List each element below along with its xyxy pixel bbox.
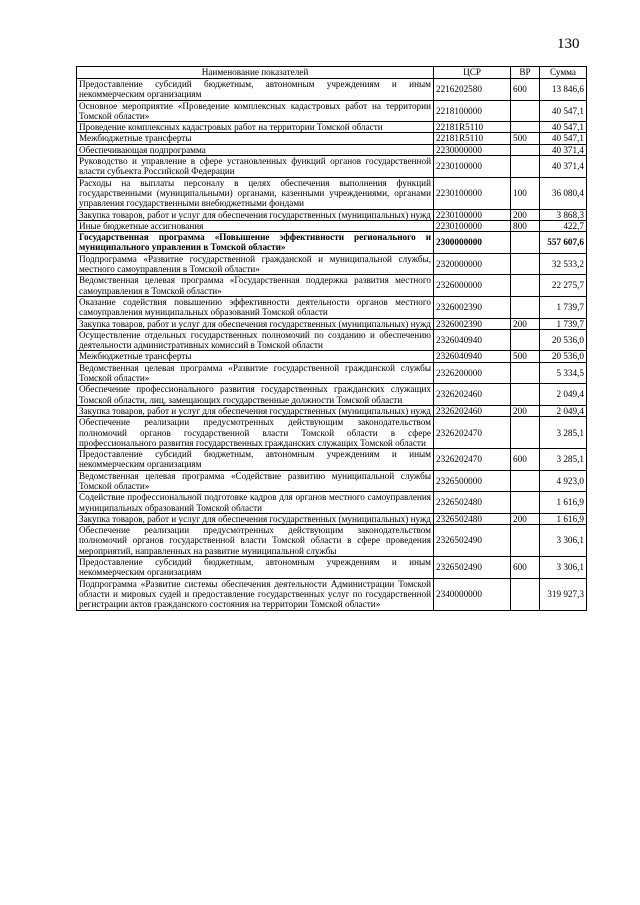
row-vr-cell: 100: [511, 177, 540, 209]
table-row: [77, 351, 587, 362]
row-name-cell: Межбюджетные трансферты: [77, 351, 434, 362]
row-code-cell: 2326202470: [434, 417, 511, 449]
table-body: [77, 79, 587, 611]
row-vr-cell: 600: [511, 449, 540, 471]
row-vr-cell: [511, 275, 540, 297]
row-name-cell: Обеспечение реализации предусмотренных действующим законодательством полномочий органов государственной власти Томской области в сфере профессионального развития государственных гражданских служащих Томской области: [77, 417, 434, 449]
table-row: [77, 275, 587, 297]
row-name-cell: Государственная программа «Повышение эффективности регионального и муниципального управления в Томской области»: [77, 232, 434, 254]
row-vr-cell: [511, 492, 540, 514]
table-row: [77, 362, 587, 384]
header-vr: ВР: [511, 67, 540, 79]
row-code-cell: 2326000000: [434, 275, 511, 297]
row-code-cell: 2326200000: [434, 362, 511, 384]
row-sum-cell: 1 616,9: [540, 513, 587, 524]
row-name-cell: Содействие профессиональной подготовке кадров для органов местного самоуправления муниципальных образований Томской области: [77, 492, 434, 514]
table-row: [77, 133, 587, 144]
row-name-cell: Оказание содействия повышению эффективности деятельности органов местного самоуправления муниципальных образований Томской области: [77, 296, 434, 318]
table-row: [77, 79, 587, 101]
table-row: [77, 578, 587, 610]
row-sum-cell: 22 275,7: [540, 275, 587, 297]
row-name-cell: Руководство и управление в сфере установленных функций органов государственной власти субъекта Российской Федерации: [77, 156, 434, 178]
table-row: [77, 405, 587, 416]
row-vr-cell: 200: [511, 209, 540, 220]
row-name-cell: Предоставление субсидий бюджетным, автономным учреждениям и иным некоммерческим организациям: [77, 449, 434, 471]
row-vr-cell: [511, 384, 540, 406]
row-code-cell: 2216202580: [434, 79, 511, 101]
row-sum-cell: 557 607,6: [540, 232, 587, 254]
row-name-cell: Обеспечение реализации предусмотренных действующим законодательством полномочий органов государственной власти Томской области в сфере проведения мероприятий, направленных на развитие муниципальной службы: [77, 525, 434, 557]
table-row: [77, 156, 587, 178]
row-sum-cell: 13 846,6: [540, 79, 587, 101]
row-name-cell: Ведомственная целевая программа «Развитие государственной гражданской службы Томской области»: [77, 362, 434, 384]
table-row: [77, 296, 587, 318]
row-vr-cell: [511, 362, 540, 384]
row-name-cell: Расходы на выплаты персоналу в целях обеспечения выполнения функций государственными (муниципальными) органами, казенными учреждениями, органами управления государственными внебюджетными фондами: [77, 177, 434, 209]
row-sum-cell: 20 536,0: [540, 351, 587, 362]
row-name-cell: Подпрограмма «Развитие системы обеспечения деятельности Администрации Томской области и мировых судей и предоставление государственных услуг по государственной регистрации актов гражданского состояния на территории Томской области»: [77, 578, 434, 610]
row-vr-cell: [511, 253, 540, 275]
row-sum-cell: 40 547,1: [540, 133, 587, 144]
row-code-cell: 2326502490: [434, 557, 511, 579]
table-header-row: [77, 67, 587, 79]
row-code-cell: 2326502480: [434, 492, 511, 514]
row-vr-cell: [511, 232, 540, 254]
row-vr-cell: [511, 156, 540, 178]
budget-table: [76, 66, 587, 611]
row-sum-cell: 40 547,1: [540, 100, 587, 122]
row-code-cell: 2218100000: [434, 100, 511, 122]
row-vr-cell: [511, 296, 540, 318]
row-code-cell: 2230100000: [434, 177, 511, 209]
row-vr-cell: [511, 525, 540, 557]
row-sum-cell: 422,7: [540, 220, 587, 231]
row-sum-cell: 2 049,4: [540, 405, 587, 416]
row-code-cell: 2326002390: [434, 318, 511, 329]
row-code-cell: 2326040940: [434, 351, 511, 362]
row-sum-cell: 36 080,4: [540, 177, 587, 209]
row-vr-cell: 200: [511, 405, 540, 416]
table-row: [77, 329, 587, 351]
row-code-cell: 2326040940: [434, 329, 511, 351]
table-row: [77, 417, 587, 449]
row-vr-cell: 800: [511, 220, 540, 231]
row-vr-cell: [511, 122, 540, 133]
table-row: [77, 220, 587, 231]
row-sum-cell: 3 285,1: [540, 417, 587, 449]
row-sum-cell: 1 739,7: [540, 296, 587, 318]
row-name-cell: Обеспечивающая подпрограмма: [77, 144, 434, 155]
table-row: [77, 492, 587, 514]
row-code-cell: 2326502490: [434, 525, 511, 557]
row-sum-cell: 32 533,2: [540, 253, 587, 275]
table-row: [77, 318, 587, 329]
row-sum-cell: 3 285,1: [540, 449, 587, 471]
row-vr-cell: 600: [511, 557, 540, 579]
row-name-cell: Подпрограмма «Развитие государственной гражданской и муниципальной службы, местного самоуправления в Томской области»: [77, 253, 434, 275]
row-code-cell: 2230100000: [434, 220, 511, 231]
row-vr-cell: [511, 144, 540, 155]
row-name-cell: Закупка товаров, работ и услуг для обеспечения государственных (муниципальных) нужд: [77, 209, 434, 220]
header-sum: Сумма: [540, 67, 587, 79]
row-sum-cell: 3 868,3: [540, 209, 587, 220]
row-name-cell: Проведение комплексных кадастровых работ на территории Томской области: [77, 122, 434, 133]
header-code: ЦСР: [434, 67, 511, 79]
table-row: [77, 177, 587, 209]
header-name: Наименование показателей: [77, 67, 434, 79]
row-name-cell: Закупка товаров, работ и услуг для обеспечения государственных (муниципальных) нужд: [77, 513, 434, 524]
row-code-cell: 2326202470: [434, 449, 511, 471]
row-code-cell: 2300000000: [434, 232, 511, 254]
row-code-cell: 2320000000: [434, 253, 511, 275]
row-name-cell: Ведомственная целевая программа «Содействие развитию муниципальной службы Томской области»: [77, 470, 434, 492]
row-name-cell: Предоставление субсидий бюджетным, автономным учреждениям и иным некоммерческим организациям: [77, 557, 434, 579]
row-vr-cell: 200: [511, 318, 540, 329]
row-name-cell: Иные бюджетные ассигнования: [77, 220, 434, 231]
row-code-cell: 2326002390: [434, 296, 511, 318]
row-sum-cell: 4 923,0: [540, 470, 587, 492]
table-row: [77, 122, 587, 133]
row-code-cell: 2230100000: [434, 156, 511, 178]
row-vr-cell: 600: [511, 79, 540, 101]
row-name-cell: Предоставление субсидий бюджетным, автономным учреждениям и иным некоммерческим организациям: [77, 79, 434, 101]
row-name-cell: Закупка товаров, работ и услуг для обеспечения государственных (муниципальных) нужд: [77, 405, 434, 416]
row-vr-cell: [511, 100, 540, 122]
row-name-cell: Осуществление отдельных государственных полномочий по созданию и обеспечению деятельности административных комиссий в Томской области: [77, 329, 434, 351]
row-sum-cell: 20 536,0: [540, 329, 587, 351]
row-vr-cell: 500: [511, 351, 540, 362]
table-row: [77, 513, 587, 524]
table-row: [77, 384, 587, 406]
row-sum-cell: 1 739,7: [540, 318, 587, 329]
row-sum-cell: 1 616,9: [540, 492, 587, 514]
row-name-cell: Закупка товаров, работ и услуг для обеспечения государственных (муниципальных) нужд: [77, 318, 434, 329]
table-row: [77, 209, 587, 220]
page-number: 130: [557, 36, 580, 52]
table-row: [77, 144, 587, 155]
table-row: [77, 470, 587, 492]
row-code-cell: 2326502480: [434, 513, 511, 524]
row-name-cell: Основное мероприятие «Проведение комплексных кадастровых работ на территории Томской области»: [77, 100, 434, 122]
row-code-cell: 2230000000: [434, 144, 511, 155]
row-name-cell: Ведомственная целевая программа «Государственная поддержка развития местного самоуправления в Томской области»: [77, 275, 434, 297]
row-vr-cell: [511, 470, 540, 492]
table-row: [77, 253, 587, 275]
row-sum-cell: 40 371,4: [540, 156, 587, 178]
row-vr-cell: [511, 417, 540, 449]
row-sum-cell: 40 371,4: [540, 144, 587, 155]
table-row: [77, 525, 587, 557]
row-sum-cell: 5 334,5: [540, 362, 587, 384]
row-vr-cell: 200: [511, 513, 540, 524]
row-sum-cell: 319 927,3: [540, 578, 587, 610]
row-name-cell: Обеспечение профессионального развития государственных гражданских служащих Томской области, лиц, замещающих государственные должности Томской области: [77, 384, 434, 406]
row-code-cell: 2326500000: [434, 470, 511, 492]
table-row: [77, 100, 587, 122]
row-vr-cell: [511, 329, 540, 351]
row-vr-cell: [511, 578, 540, 610]
row-code-cell: 22181R5110: [434, 122, 511, 133]
row-name-cell: Межбюджетные трансферты: [77, 133, 434, 144]
row-code-cell: 22181R5110: [434, 133, 511, 144]
row-code-cell: 2326202460: [434, 384, 511, 406]
row-sum-cell: 3 306,1: [540, 525, 587, 557]
row-code-cell: 2326202460: [434, 405, 511, 416]
table-row: [77, 232, 587, 254]
table-row: [77, 449, 587, 471]
table-row: [77, 557, 587, 579]
row-sum-cell: 3 306,1: [540, 557, 587, 579]
row-sum-cell: 2 049,4: [540, 384, 587, 406]
row-vr-cell: 500: [511, 133, 540, 144]
row-code-cell: 2230100000: [434, 209, 511, 220]
row-sum-cell: 40 547,1: [540, 122, 587, 133]
row-code-cell: 2340000000: [434, 578, 511, 610]
